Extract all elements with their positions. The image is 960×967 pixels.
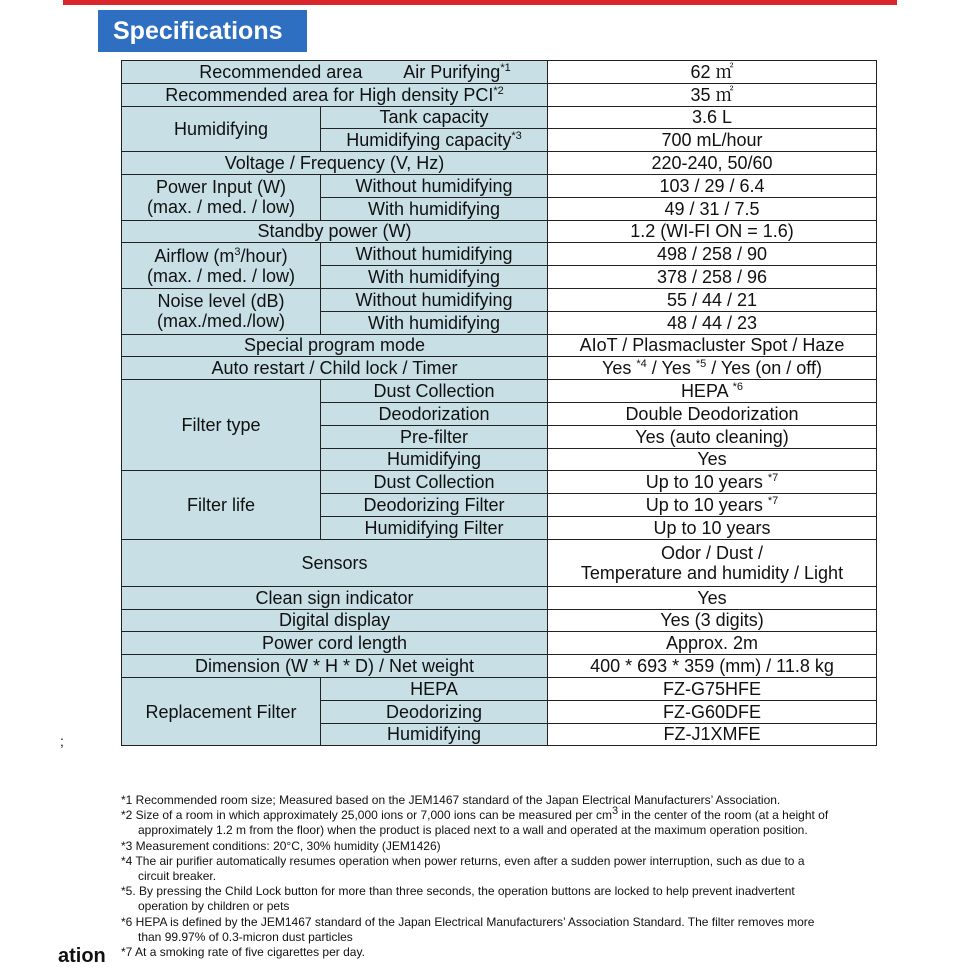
table-row <box>122 357 877 380</box>
table-row <box>122 380 877 403</box>
airflow-without-value: 498 / 258 / 90 <box>548 243 877 266</box>
humidifying-label: Humidifying <box>122 106 321 152</box>
standby-label: Standby power (W) <box>122 220 548 243</box>
power-input-label: Power Input (W) (max. / med. / low) <box>122 174 321 220</box>
table-row <box>122 152 877 175</box>
table-row <box>122 632 877 655</box>
power-with-value: 49 / 31 / 7.5 <box>548 197 877 220</box>
rec-area-label: Recommended area Air Purifying$^{*1}$ <box>122 61 548 84</box>
footnote-2: *2 Size of a room in which approximately 25,000 ions or 7,000 ions can be measured per $cm^3$ in the center of the room (at a height of <box>121 805 829 823</box>
clean-sign-label: Clean sign indicator <box>122 586 548 609</box>
filter-deodorization-value: Double Deodorization <box>548 402 877 425</box>
filter-life-label: Filter life <box>122 471 321 539</box>
humidifying-capacity-label: Humidifying capacity$^{*3}$ <box>321 129 548 152</box>
auto-restart-value: Yes $^{*4}$ / Yes $^{*5}$ / Yes (on / off) <box>548 357 877 380</box>
power-without-label: Without humidifying <box>321 174 548 197</box>
life-humidifying-label: Humidifying Filter <box>321 516 548 539</box>
filter-deodorization-label: Deodorization <box>321 402 548 425</box>
special-mode-label: Special program mode <box>122 334 548 357</box>
sensors-value: Odor / Dust / Temperature and humidity / Light <box>548 539 877 586</box>
airflow-without-label: Without humidifying <box>321 243 548 266</box>
table-row <box>122 334 877 357</box>
footnote-3: *3 Measurement conditions: 20°C, 30% humidity (JEM1426) <box>121 838 441 853</box>
life-dust-label: Dust Collection <box>321 471 548 494</box>
top-accent-rule <box>63 0 897 5</box>
table-row <box>122 61 877 84</box>
table-row <box>122 106 877 129</box>
noise-without-value: 55 / 44 / 21 <box>548 288 877 311</box>
voltage-value: 220-240, 50/60 <box>548 152 877 175</box>
replacement-deodorizing-value: FZ-G60DFE <box>548 700 877 723</box>
footnote-6-cont: than 99.97% of 0.3-micron dust particles <box>138 929 353 944</box>
table-row <box>122 174 877 197</box>
table-row <box>122 83 877 106</box>
voltage-label: Voltage / Frequency (V, Hz) <box>122 152 548 175</box>
page-title: Specifications <box>98 10 307 52</box>
noise-without-label: Without humidifying <box>321 288 548 311</box>
filter-dust-label: Dust Collection <box>321 380 548 403</box>
footnote-5-cont: operation by children or pets <box>138 899 290 914</box>
filter-humidifying-label: Humidifying <box>321 448 548 471</box>
replacement-hepa-value: FZ-G75HFE <box>548 677 877 700</box>
replacement-filter-label: Replacement Filter <box>122 677 321 745</box>
table-row <box>122 586 877 609</box>
noise-label: Noise level (dB) (max./med./low) <box>122 288 321 334</box>
auto-restart-label: Auto restart / Child lock / Timer <box>122 357 548 380</box>
footnote-5: *5. By pressing the Child Lock button for more than three seconds, the operation buttons are locked to help prevent inadvertent <box>121 884 795 899</box>
tank-capacity-value: 3.6 L <box>548 106 877 129</box>
rec-area-hd-label: Recommended area for High density PCI$^{*2}$ <box>122 83 548 106</box>
table-row <box>122 655 877 678</box>
life-dust-value: Up to 10 years $^{*7}$ <box>548 471 877 494</box>
filter-humidifying-value: Yes <box>548 448 877 471</box>
footnote-4: *4 The air purifier automatically resumes operation when power returns, even after a sudden power interruption, such as due to a <box>121 853 805 868</box>
tank-capacity-label: Tank capacity <box>321 106 548 129</box>
dimension-value: 400 * 693 * 359 (mm) / 11.8 kg <box>548 655 877 678</box>
rec-area-hd-value: 35 ㎡ <box>548 83 877 106</box>
life-deodorizing-value: Up to 10 years $^{*7}$ <box>548 494 877 517</box>
rec-area-value: 62 ㎡ <box>548 61 877 84</box>
filter-dust-value: HEPA $^{*6}$ <box>548 380 877 403</box>
footnote-7: *7 At a smoking rate of five cigarettes per day. <box>121 945 365 960</box>
life-deodorizing-label: Deodorizing Filter <box>321 494 548 517</box>
sensors-label: Sensors <box>122 539 548 586</box>
footnote-6: *6 HEPA is defined by the JEM1467 standard of the Japan Electrical Manufacturers’ Association Standard. The filter removes more <box>121 914 815 929</box>
power-with-label: With humidifying <box>321 197 548 220</box>
filter-type-label: Filter type <box>122 380 321 471</box>
table-row <box>122 539 877 586</box>
replacement-hepa-label: HEPA <box>321 677 548 700</box>
table-row <box>122 609 877 632</box>
airflow-with-label: With humidifying <box>321 266 548 289</box>
noise-with-value: 48 / 44 / 23 <box>548 311 877 334</box>
table-row <box>122 471 877 494</box>
filter-prefilter-label: Pre-filter <box>321 425 548 448</box>
airflow-label: Airflow $(m^3/hour)$ (max. / med. / low) <box>122 243 321 289</box>
clean-sign-value: Yes <box>548 586 877 609</box>
edge-mark: ; <box>60 733 64 749</box>
power-cord-label: Power cord length <box>122 632 548 655</box>
noise-with-label: With humidifying <box>321 311 548 334</box>
cut-off-heading: ation <box>58 945 106 967</box>
footnote-1: *1 Recommended room size; Measured based on the JEM1467 standard of the Japan Electrical Manufacturers’ Association. <box>121 793 781 807</box>
dimension-label: Dimension (W * H * D) / Net weight <box>122 655 548 678</box>
table-row <box>122 288 877 311</box>
table-row <box>122 243 877 266</box>
footnote-4-cont: circuit breaker. <box>138 869 217 884</box>
airflow-with-value: 378 / 258 / 96 <box>548 266 877 289</box>
life-humidifying-value: Up to 10 years <box>548 516 877 539</box>
humidifying-capacity-value: 700 mL/hour <box>548 129 877 152</box>
special-mode-value: AIoT / Plasmacluster Spot / Haze <box>548 334 877 357</box>
replacement-humidifying-label: Humidifying <box>321 723 548 746</box>
replacement-humidifying-value: FZ-J1XMFE <box>548 723 877 746</box>
power-cord-value: Approx. 2m <box>548 632 877 655</box>
digital-display-label: Digital display <box>122 609 548 632</box>
spec-table <box>121 60 877 746</box>
footnote-2-cont: approximately 1.2 m from the floor) when the product is placed next to a wall and operated at the maximum operation position. <box>138 823 808 838</box>
table-row <box>122 677 877 700</box>
digital-display-value: Yes (3 digits) <box>548 609 877 632</box>
standby-value: 1.2 (WI-FI ON = 1.6) <box>548 220 877 243</box>
power-without-value: 103 / 29 / 6.4 <box>548 174 877 197</box>
table-row <box>122 220 877 243</box>
replacement-deodorizing-label: Deodorizing <box>321 700 548 723</box>
footnotes <box>121 793 881 960</box>
filter-prefilter-value: Yes (auto cleaning) <box>548 425 877 448</box>
